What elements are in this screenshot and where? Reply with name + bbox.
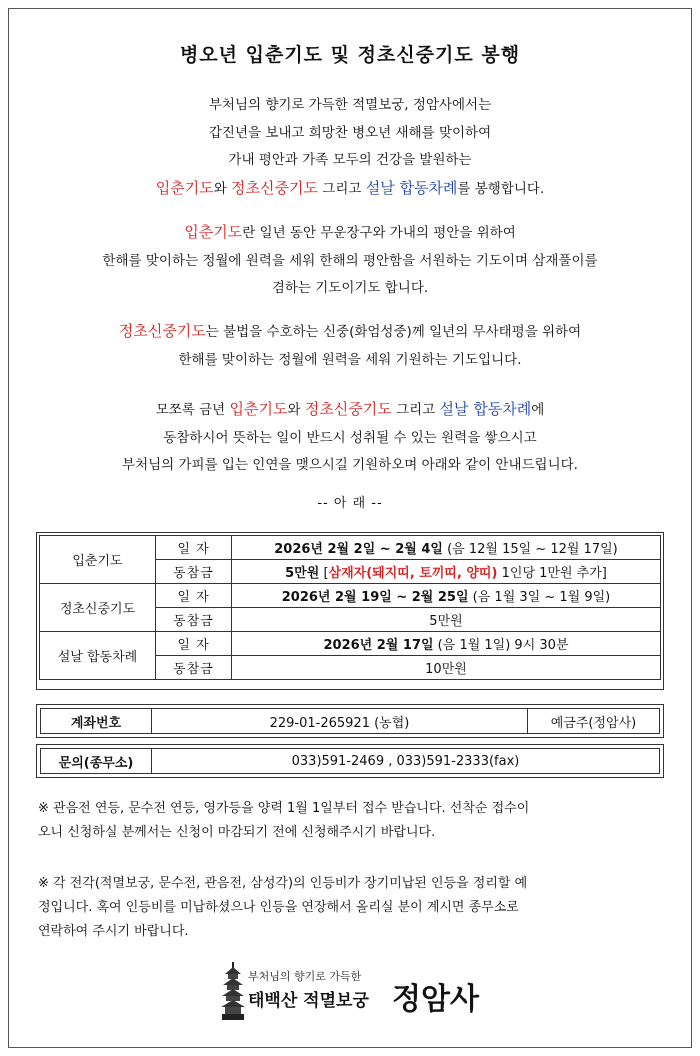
seollal-date xyxy=(232,632,661,656)
text-fragment: 는 불법을 수호하는 신중(화엄성중)께 일년의 무사태평을 위하여 xyxy=(205,324,582,340)
logo-tagline: 부처님의 향기로 가득한 xyxy=(248,970,362,983)
text-fragment: [ xyxy=(319,566,329,581)
closing-line: 동참하시어 뜻하는 일이 반드시 성취될 수 있는 원력을 쌓으시고 xyxy=(163,429,537,446)
label-date: 일 자 xyxy=(156,632,232,656)
text-fragment: 에 xyxy=(531,402,545,418)
text-fragment: 모쪼록 금년 xyxy=(155,402,230,418)
account-number: 229-01-265921 (농협) xyxy=(152,709,528,733)
date-bold: 2026년 2월 19일 ~ 2월 25일 xyxy=(281,590,469,605)
highlight-jeongcho: 정초신중기도 xyxy=(304,400,392,418)
table-row xyxy=(40,584,661,608)
highlight-ipchun: 입춘기도 xyxy=(155,178,214,197)
date-lunar: (음 12월 15일 ~ 12월 17일) xyxy=(442,542,618,557)
text-fragment: 1인당 1만원 추가] xyxy=(497,566,607,581)
ipchun-date xyxy=(232,536,661,560)
notice-heading: -- 아 래 -- xyxy=(317,496,383,511)
ipchun-line xyxy=(20,219,680,248)
highlight-jeongcho: 정초신중기도 xyxy=(118,322,206,340)
highlight-seollal: 설날 합동차례 xyxy=(439,400,532,418)
date-bold: 2026년 2월 17일 xyxy=(323,638,434,653)
date-lunar: (음 1월 3일 ~ 1월 9일) xyxy=(468,590,611,605)
intro-line xyxy=(20,175,680,204)
ipchun-line: 겸하는 기도이기도 합니다. xyxy=(271,280,429,296)
ipchun-fee xyxy=(232,560,661,584)
contact-row xyxy=(40,748,660,774)
closing-line: 부처님의 가피를 입는 인연을 맺으시길 기원하오며 아래와 같이 안내드립니다. xyxy=(122,457,578,473)
label-fee: 동참금 xyxy=(156,560,232,584)
account-box xyxy=(36,704,664,738)
account-holder: 예금주(정암사) xyxy=(550,715,637,731)
jeongcho-fee: 5만원 xyxy=(232,608,661,632)
table-row xyxy=(40,632,661,656)
note-line: ※ 관음전 연등, 문수전 연등, 영가등을 양력 1월 1일부터 접수 받습니다. 선착순 접수이 xyxy=(38,801,530,816)
closing-line xyxy=(20,396,680,425)
logo-temple-name: 정암사 xyxy=(392,982,479,1017)
samjae-highlight: 삼재자(돼지띠, 토끼띠, 양띠) xyxy=(328,566,498,581)
logo-subtitle: 태백산 적멸보궁 xyxy=(248,991,369,1011)
jeongcho-date xyxy=(232,584,661,608)
contact-label: 문의(종무소) xyxy=(41,749,152,773)
pagoda-icon xyxy=(220,962,246,1022)
contact-phones: 033)591-2469 , 033)591-2333(fax) xyxy=(291,753,520,769)
highlight-seollal: 설날 합동차례 xyxy=(365,178,458,197)
table-row xyxy=(40,536,661,560)
intro-line: 가내 평안과 가족 모두의 건강을 발원하는 xyxy=(228,152,472,168)
intro-line: 갑진년을 보내고 희망찬 병오년 새해를 맞이하여 xyxy=(208,124,492,141)
note-lantern-registration xyxy=(38,797,664,845)
note-line: 정입니다. 혹여 인등비를 미납하셨으나 인등을 연장해서 올리실 분이 계시면 종무소로 xyxy=(38,900,519,915)
label-fee: 동참금 xyxy=(156,656,232,680)
seollal-fee: 10만원 xyxy=(232,656,661,680)
date-bold: 2026년 2월 2일 ~ 2월 4일 xyxy=(274,542,443,557)
category-jeongcho: 정초신중기도 xyxy=(40,584,156,632)
jeongcho-line xyxy=(20,318,680,347)
text-fragment: 를 봉행합니다. xyxy=(457,180,545,197)
note-line: 연락하여 주시기 바랍니다. xyxy=(38,924,189,939)
jeongcho-line: 한해를 맞이하는 정월에 원력을 세워 기원하는 기도입니다. xyxy=(178,351,522,368)
fee-bold: 5만원 xyxy=(285,566,320,581)
schedule-table xyxy=(39,535,661,680)
closing-paragraph xyxy=(20,396,680,480)
note-line: ※ 각 전각(적멸보궁, 문수전, 관음전, 삼성각)의 인등비가 장기미납된 인등을 정리할 예 xyxy=(38,876,528,891)
ipchun-line: 한해를 맞이하는 정월에 원력을 세워 한해의 평안함을 서원하는 기도이며 삼재풀이를 xyxy=(102,252,598,269)
temple-logo xyxy=(220,962,490,1026)
text-fragment: 와 xyxy=(287,402,305,418)
label-date: 일 자 xyxy=(156,584,232,608)
intro-line: 부처님의 향기로 가득한 적멸보궁, 정암사에서는 xyxy=(208,97,492,113)
contact-box xyxy=(36,744,664,778)
category-ipchun: 입춘기도 xyxy=(40,536,156,584)
label-fee: 동참금 xyxy=(156,608,232,632)
highlight-jeongcho: 정초신중기도 xyxy=(231,178,318,197)
note-line: 오니 신청하실 분께서는 신청이 마감되기 전에 신청해주시기 바랍니다. xyxy=(38,825,436,840)
jeongcho-paragraph xyxy=(20,318,680,374)
account-label: 계좌번호 xyxy=(41,709,152,733)
page-title: 병오년 입춘기도 및 정초신중기도 봉행 xyxy=(179,44,521,66)
account-row xyxy=(40,708,660,734)
label-date: 일 자 xyxy=(156,536,232,560)
text-fragment: 란 일년 동안 무운장구와 가내의 평안을 위하여 xyxy=(242,225,516,241)
category-seollal: 설날 합동차례 xyxy=(40,632,156,680)
highlight-ipchun: 입춘기도 xyxy=(184,223,243,241)
text-fragment: 그리고 xyxy=(391,402,440,418)
date-lunar: (음 1월 1일) 9시 30분 xyxy=(433,638,569,653)
highlight-ipchun: 입춘기도 xyxy=(229,400,288,418)
text-fragment: 와 xyxy=(213,180,232,197)
text-fragment: 그리고 xyxy=(317,180,366,197)
note-lantern-fee xyxy=(38,872,664,944)
ipchun-paragraph xyxy=(20,219,680,303)
intro-paragraph xyxy=(20,92,680,203)
